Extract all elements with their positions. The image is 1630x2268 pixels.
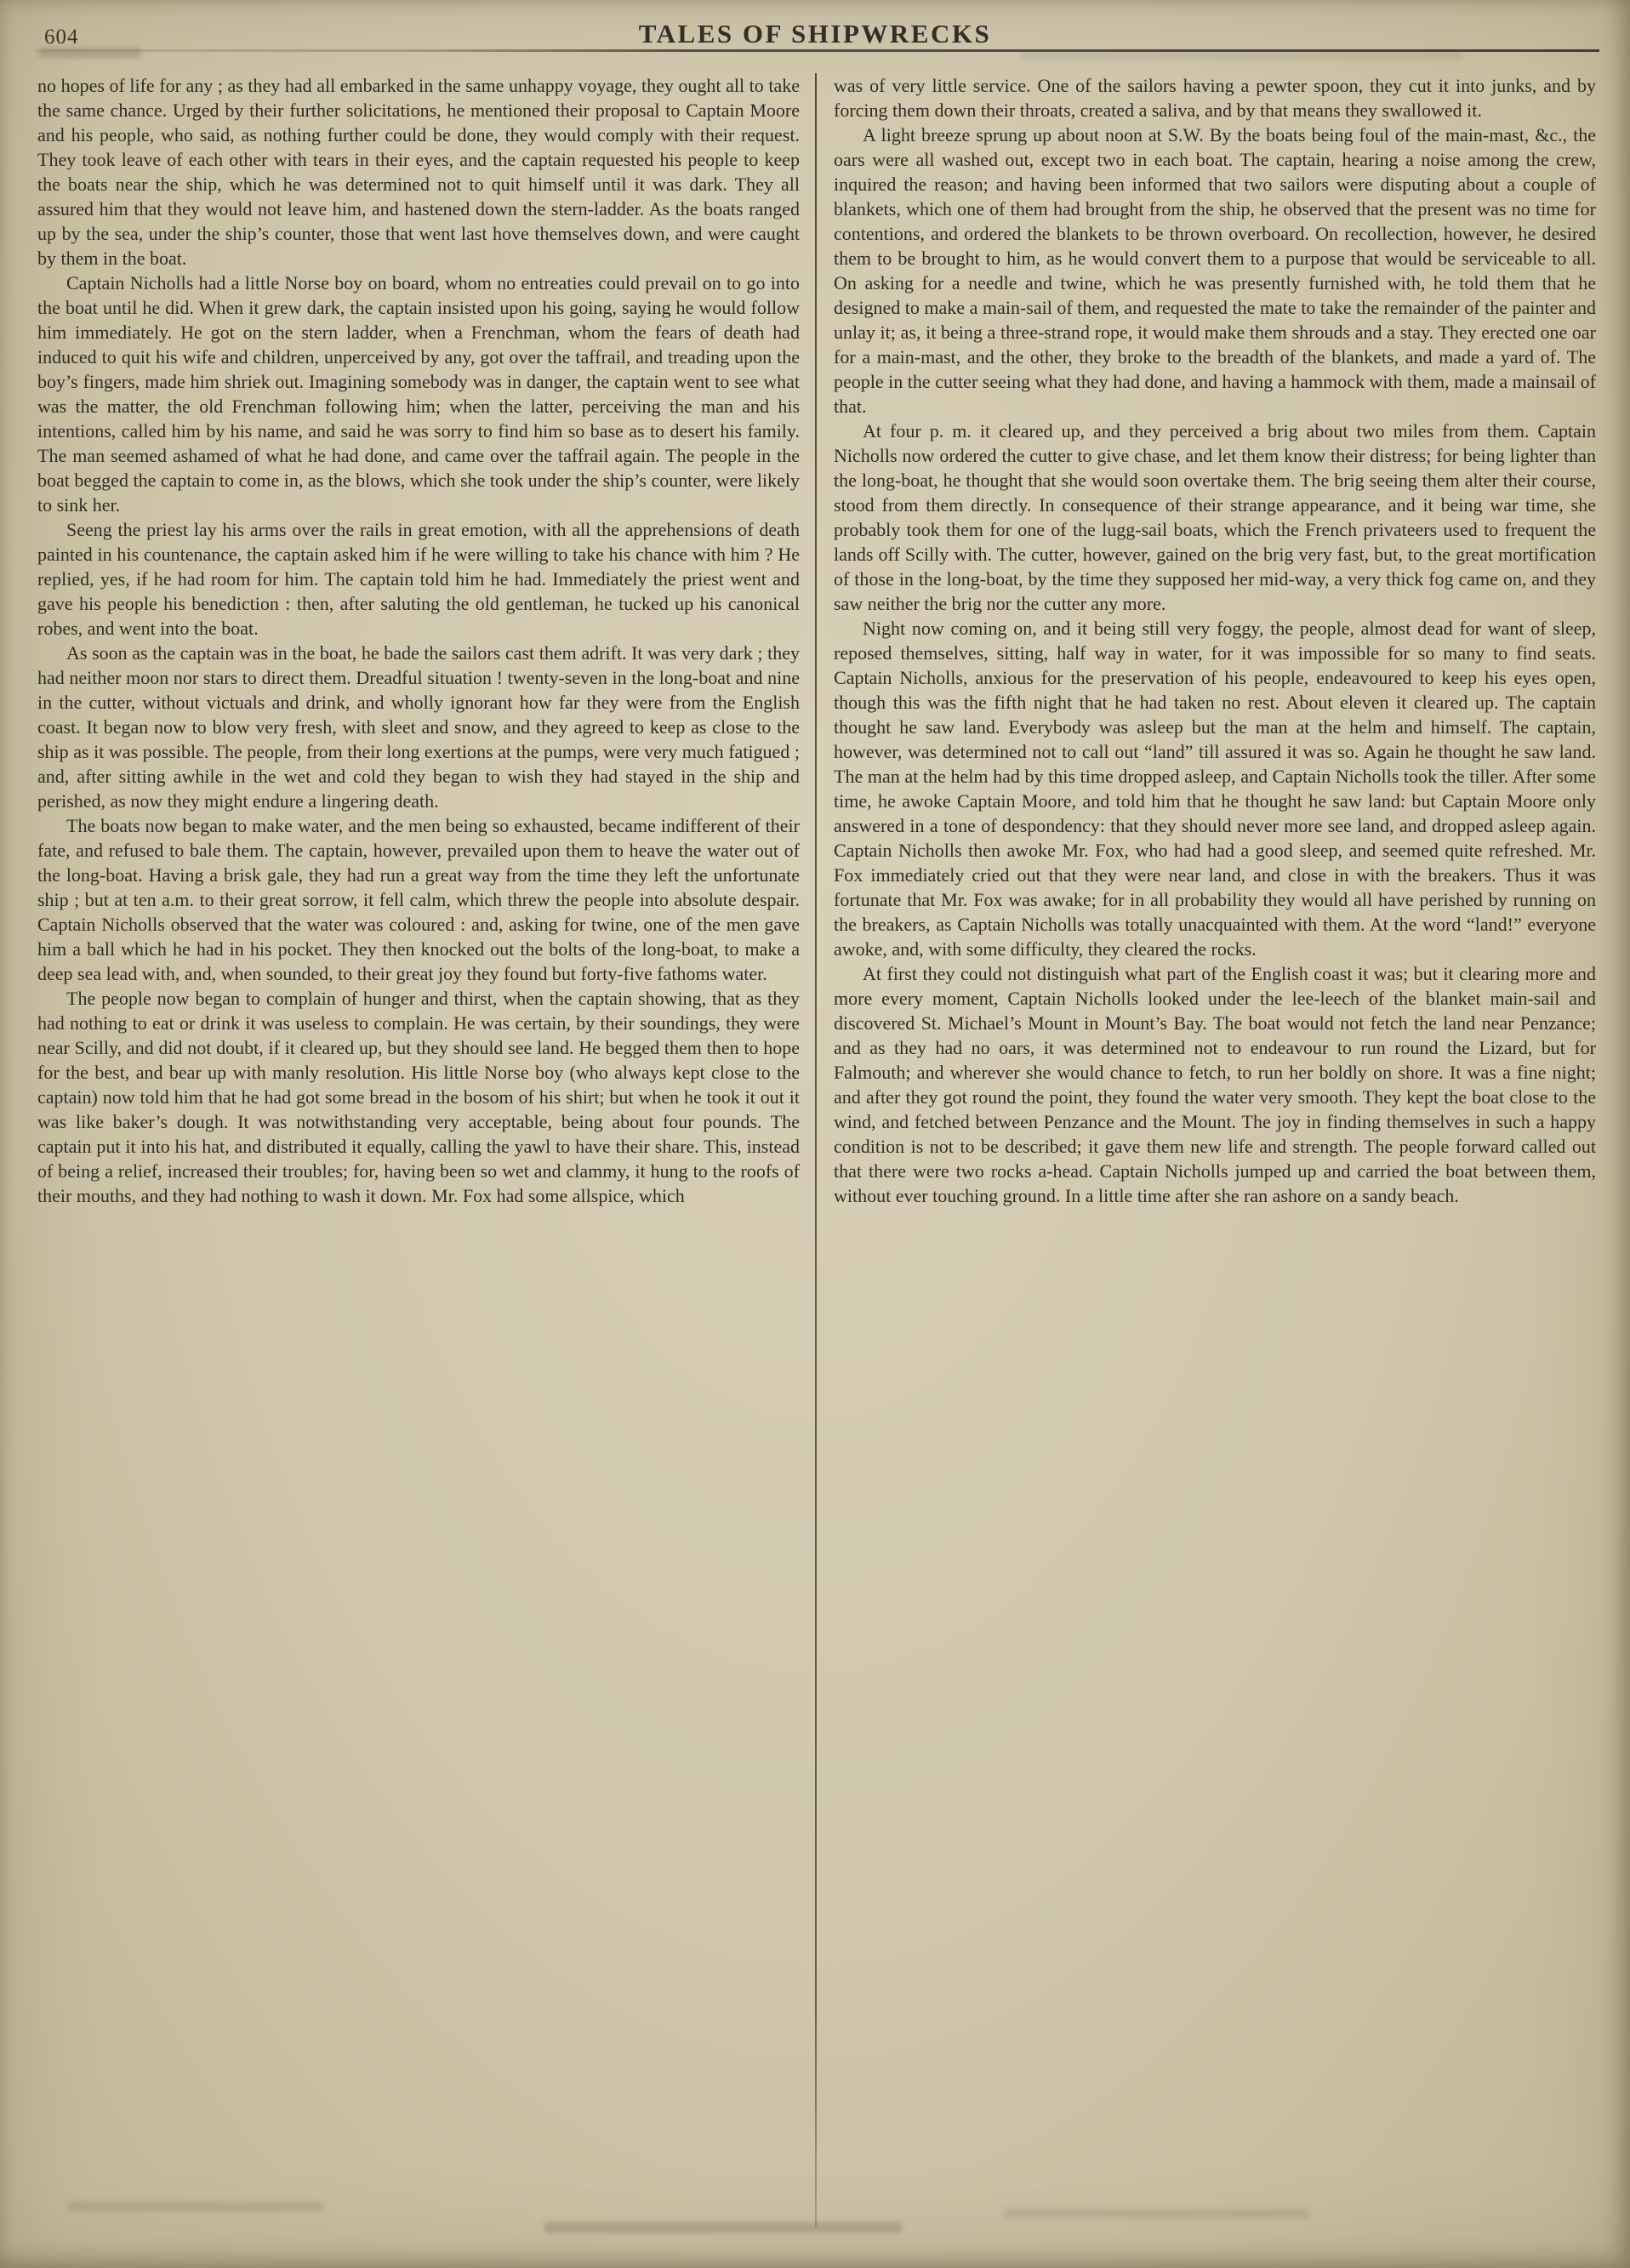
paragraph: The people now began to complain of hunger and thirst, when the captain showing, that as they had nothing to eat or drink it was useless to complain. He was certain, by their soundings, they were near Scilly, and did not doubt, if it cleared up, but they should see land. He begged them then to hope for the best, and bear up with manly resolution. His little Norse boy (who always kept close to the captain) now told him that he had got some bread in the bosom of his shirt; but when he took it out it was like baker’s dough. It was notwithstanding very acceptable, being about four pounds. The captain put it into his hat, and distributed it equally, calling the yawl to have their share. This, instead of being a relief, increased their troubles; for, having been so wet and clammy, it hung to the roofs of their mouths, and they had nothing to wash it down. Mr. Fox had some allspice, which — [37, 988, 800, 1206]
paragraph: A light breeze sprung up about noon at S.W. By the boats being foul of the main-mast, &c., the oars were all washed out, except two in each boat. The captain, hearing a noise among the crew, inquired the reason; and having been informed that two sailors were disputing about a couple of blankets, which one of them had brought from the ship, he observed that the present was no time for contentions, and ordered the blankets to be thrown overboard. On recollection, however, he desired them to be brought to him, as he would convert them to a purpose that would be serviceable to all. On asking for a needle and twine, which he was presently furnished with, he told them that he designed to make a main-sail of them, and requested the mate to take the remainder of the painter and unlay it; as, it being a three-strand rope, it would make them shrouds and a stay. They erected one oar for a main-mast, and the other, they broke to the breadth of the blankets, and made a yard of. The people in the cutter seeing what they had done, and having a hammock with them, made a mainsail of that. — [834, 124, 1596, 417]
paragraph: Captain Nicholls had a little Norse boy on board, whom no entreaties could prevail on to go into the boat until he did. When it grew dark, the captain insisted upon his going, saying he would follow him immediately. He got on the stern ladder, when a Frenchman, whom the fears of death had induced to quit his wife and children, unperceived by any, got over the taffrail, and treading upon the boy’s fingers, made him shriek out. Imagining somebody was in danger, the captain went to see what was the matter, the old Frenchman following him; when the latter, perceiving the man and his intentions, called him by his name, and said he was sorry to find him so base as to desert his family. The man seemed ashamed of what he had done, and came over the taffrail again. The people in the boat begged the captain to come in, as the blows, which she took under the ship’s counter, were likely to sink her. — [37, 272, 800, 516]
left-column — [37, 73, 815, 2227]
paragraph: The boats now began to make water, and the men being so exhausted, became indifferent of their fate, and refused to bale them. The captain, however, prevailed upon them to heave the water out of the long-boat. Having a brisk gale, they had run a great way from the time they left the unfortunate ship ; but at ten a.m. to their great sorrow, it fell calm, which threw the people into absolute despair. Captain Nicholls observed that the water was coloured : and, asking for twine, one of the men gave him a ball which he had in his pocket. They then knocked out the bolts of the long-boat, to make a deep sea lead with, and, when sounded, to their great joy they found but forty-five fathoms water. — [37, 815, 800, 984]
paragraph: As soon as the captain was in the boat, he bade the sailors cast them adrift. It was very dark ; they had neither moon nor stars to direct them. Dreadful situation ! twenty-seven in the long-boat and nine in the cutter, without victuals and drink, and wholly ignorant how far they were from the English coast. It began now to blow very fresh, with sleet and snow, and they agreed to keep as close to the ship as it was possible. The people, from their long exertions at the pumps, were very much fatigued ; and, after sitting awhile in the wet and cold they began to wish they had stayed in the ship and perished, as now they might endure a lingering death. — [37, 642, 800, 812]
paragraph: Night now coming on, and it being still very foggy, the people, almost dead for want of sleep, reposed themselves, sitting, half way in water, for it was impossible for so many to find seats. Captain Nicholls, anxious for the preservation of his people, endeavoured to keep his eyes open, though this was the fifth night that he had taken no rest. About eleven it cleared up. The captain thought he saw land. Everybody was asleep but the man at the helm and himself. The captain, however, was determined not to call out “land” till assured it was so. Again he thought he saw land. The man at the helm had by this time dropped asleep, and Captain Nicholls took the tiller. After some time, he awoke Captain Moore, and told him that he thought he saw land: but Captain Moore only answered in a tone of despondency: that they should never more see land, and dropped asleep again. Captain Nicholls then awoke Mr. Fox, who had had a good sleep, and seemed quite refreshed. Mr. Fox immediately cried out that they were near land, and close in with the breakers. Thus it was fortunate that Mr. Fox was awake; for in all probability they would all have perished by running on the breakers, as Captain Nicholls was totally unacquainted with them. At the word “land!” everyone awoke, and, with some difficulty, they cleared the rocks. — [834, 618, 1596, 960]
right-column — [817, 73, 1596, 2227]
paragraph: no hopes of life for any ; as they had all embarked in the same unhappy voyage, they ought all to take the same chance. Urged by their further solicitations, he mentioned their proposal to Captain Moore and his people, who said, as nothing further could be done, they would comply with their request. They took leave of each other with tears in their eyes, and the captain requested his people to keep the boats near the ship, which he was determined not to quit himself until it was dark. They all assured him that they would not leave him, and hastened down the stern-ladder. As the boats ranged up by the sea, under the ship’s counter, those that went last hove themselves down, and were caught by them in the boat. — [37, 75, 800, 269]
header-rule — [34, 49, 1599, 52]
paragraph: At four p. m. it cleared up, and they perceived a brig about two miles from them. Captain Nicholls now ordered the cutter to give chase, and let them know their distress; for being lighter than the long-boat, he thought that she would soon overtake them. The brig seeing them alter their course, stood from them directly. In consequence of their strange appearance, and it being war time, she probably took them for one of the lugg-sail boats, which the French privateers used to frequent the lands off Scilly with. The cutter, however, gained on the brig very fast, but, to the great mortification of those in the long-boat, by the time they supposed her mid-way, a very thick fog came on, and they saw neither the brig nor the cutter any more. — [834, 420, 1596, 614]
page-header — [0, 0, 1630, 68]
paragraph: Seeng the priest lay his arms over the rails in great emotion, with all the apprehensions of death painted in his countenance, the captain asked him if he were willing to take his chance with him ? He replied, yes, if he had room for him. The captain told him he had. Immediately the priest went and gave his people his benediction : then, after saluting the old gentleman, he tucked up his canonical robes, and went into the boat. — [37, 519, 800, 639]
paragraph: was of very little service. One of the sailors having a pewter spoon, they cut it into junks, and by forcing them down their throats, created a saliva, and by that means they swallowed it. — [834, 75, 1596, 121]
paragraph: At first they could not distinguish what part of the English coast it was; but it clearing more and more every moment, Captain Nicholls looked under the lee-leech of the blanket main-sail and discovered St. Michael’s Mount in Mount’s Bay. The boat would not fetch the land near Penzance; and as they had no oars, it was determined not to endeavour to run round the Lizard, but for Falmouth; and wherever she would chance to fetch, to run her boldly on shore. It was a fine night; and after they got round the point, they found the water very smooth. They kept the boat close to the wind, and fetched between Penzance and the Mount. The joy in finding themselves in such a happy condition is not to be described; it gave them new life and strength. The people forward called out that there were two rocks a-head. Captain Nicholls jumped up and carried the boat between them, without ever touching ground. In a little time after she ran ashore on a sandy beach. — [834, 963, 1596, 1206]
text-columns — [37, 73, 1596, 2227]
page-number: 604 — [44, 26, 79, 48]
page-title: TALES OF SHIPWRECKS — [638, 19, 992, 48]
